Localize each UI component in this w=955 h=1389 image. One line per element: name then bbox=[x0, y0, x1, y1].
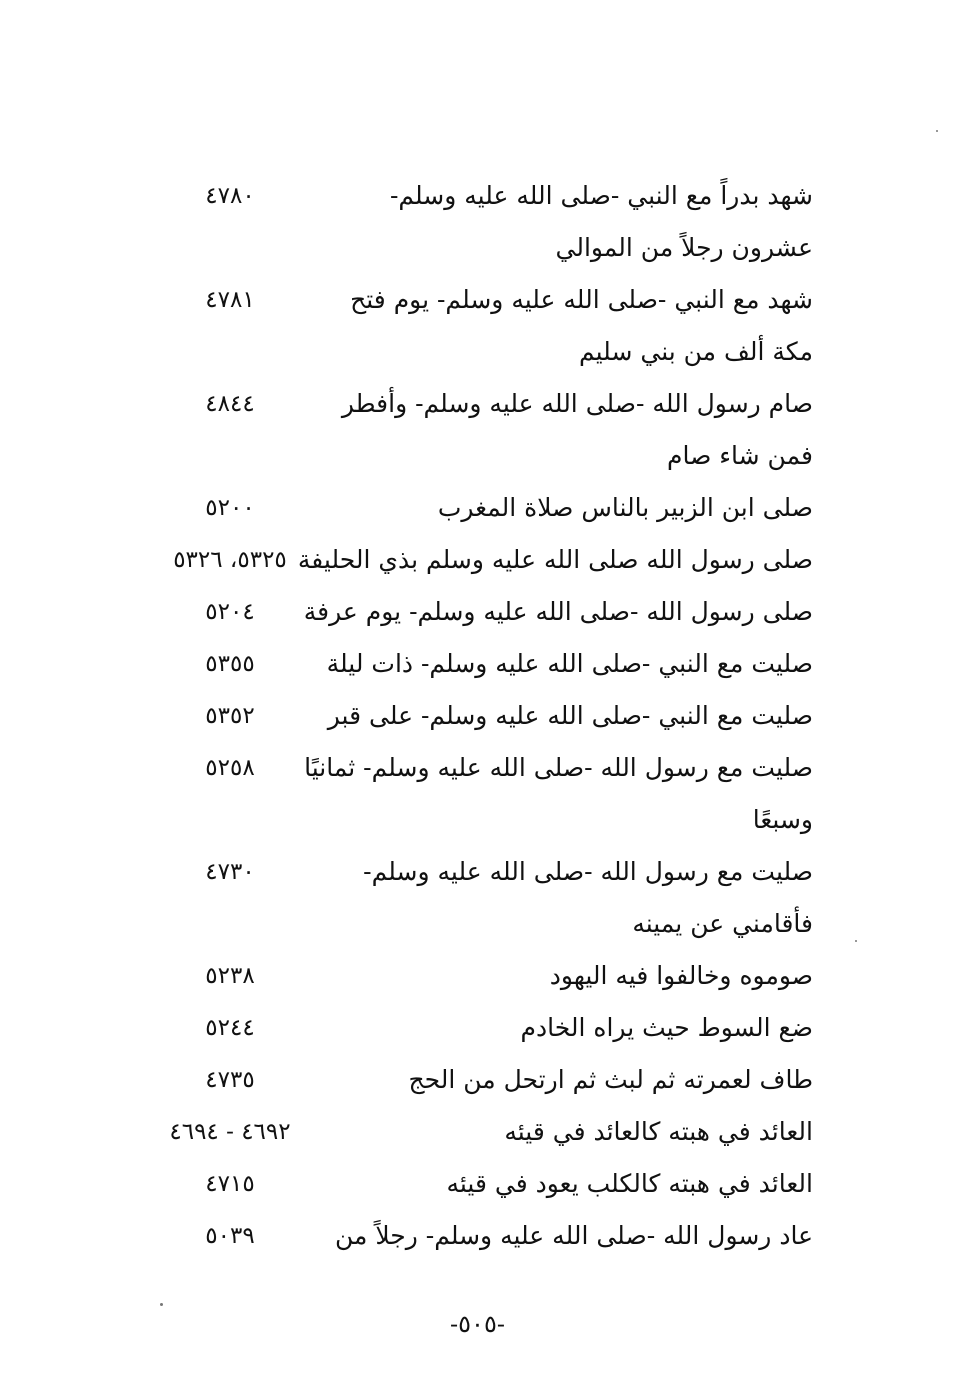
entry-text: صلى رسول الله صلى الله عليه وسلم بذي الحليفة bbox=[297, 545, 813, 574]
entry-reference: ٥٣٥٥ bbox=[205, 651, 255, 677]
index-entry bbox=[0, 282, 955, 334]
entry-reference: ٤٨٤٤ bbox=[205, 391, 255, 417]
index-entry bbox=[0, 1010, 955, 1062]
index-entry bbox=[0, 646, 955, 698]
index-entry bbox=[0, 750, 955, 802]
index-entry bbox=[0, 906, 955, 958]
index-entry bbox=[0, 802, 955, 854]
entry-reference: ٥٢٣٨ bbox=[205, 963, 255, 989]
entry-text: وسبعًا bbox=[752, 805, 813, 834]
entry-text: صوموه وخالفوا فيه اليهود bbox=[549, 961, 813, 990]
entry-reference: ٥٢٠٠ bbox=[205, 495, 255, 521]
entry-reference: ٥٢٠٤ bbox=[205, 599, 255, 625]
index-entry bbox=[0, 178, 955, 230]
entry-text: صلى رسول الله -صلى الله عليه وسلم- يوم عرفة bbox=[303, 597, 813, 626]
index-entry bbox=[0, 1166, 955, 1218]
index-entry bbox=[0, 1218, 955, 1270]
entry-reference: ٥٣٢٥، ٥٣٢٦ bbox=[173, 547, 287, 573]
entry-reference: ٥٢٤٤ bbox=[205, 1015, 255, 1041]
entry-reference: ٥٣٥٢ bbox=[205, 703, 255, 729]
entry-reference: ٤٧٨١ bbox=[205, 287, 255, 313]
entry-text: صليت مع رسول الله -صلى الله عليه وسلم- bbox=[363, 857, 813, 886]
entry-reference: ٤٧١٥ bbox=[205, 1171, 255, 1197]
entry-reference: ٤٧٣٥ bbox=[205, 1067, 255, 1093]
entry-text: صام رسول الله -صلى الله عليه وسلم- وأفطر bbox=[341, 389, 813, 418]
entry-text: صليت مع النبي -صلى الله عليه وسلم- ذات ليلة bbox=[326, 649, 813, 678]
entry-text: ضع السوط حيث يراه الخادم bbox=[520, 1013, 813, 1042]
entry-reference: ٤٦٩٢ - ٤٦٩٤ bbox=[169, 1119, 291, 1145]
index-entry bbox=[0, 386, 955, 438]
scan-speck bbox=[936, 130, 938, 132]
entry-text: العائد في هبته كالكلب يعود في قيئه bbox=[446, 1169, 813, 1198]
entry-text: فأقامني عن يمينه bbox=[632, 909, 813, 938]
entry-reference: ٤٧٣٠ bbox=[205, 859, 255, 885]
entry-text: شهد بدراً مع النبي -صلى الله عليه وسلم- bbox=[389, 181, 813, 210]
scan-speck bbox=[160, 1303, 163, 1306]
index-entry bbox=[0, 1114, 955, 1166]
page-number: -٥٠٥- bbox=[450, 1310, 505, 1338]
index-entry bbox=[0, 542, 955, 594]
index-entry bbox=[0, 594, 955, 646]
entry-text: صليت مع رسول الله -صلى الله عليه وسلم- ثمانيًا bbox=[304, 753, 813, 782]
entry-reference: ٥٠٣٩ bbox=[205, 1223, 255, 1249]
entry-text: عشرون رجلاً من الموالي bbox=[555, 233, 813, 262]
entry-reference: ٤٧٨٠ bbox=[205, 183, 255, 209]
index-entry bbox=[0, 230, 955, 282]
entry-text: طاف لعمرته ثم لبث ثم ارتحل من الحج bbox=[408, 1065, 813, 1094]
index-entry bbox=[0, 698, 955, 750]
index-entry bbox=[0, 958, 955, 1010]
index-entry bbox=[0, 1062, 955, 1114]
index-entry bbox=[0, 854, 955, 906]
entry-text: عاد رسول الله -صلى الله عليه وسلم- رجلاً من bbox=[334, 1221, 813, 1250]
scan-speck bbox=[855, 940, 857, 942]
entry-text: صليت مع النبي -صلى الله عليه وسلم- على قبر bbox=[327, 701, 813, 730]
index-entry bbox=[0, 334, 955, 386]
entry-text: العائد في هبته كالعائد في قيئه bbox=[504, 1117, 813, 1146]
index-entry bbox=[0, 438, 955, 490]
entry-text: شهد مع النبي -صلى الله عليه وسلم- يوم فتح bbox=[350, 285, 813, 314]
entry-text: فمن شاء صام bbox=[667, 441, 813, 470]
entry-text: مكة ألف من بني سليم bbox=[579, 337, 813, 366]
entry-text: صلى ابن الزبير بالناس صلاة المغرب bbox=[437, 493, 813, 522]
index-entry bbox=[0, 490, 955, 542]
entry-reference: ٥٢٥٨ bbox=[205, 755, 255, 781]
